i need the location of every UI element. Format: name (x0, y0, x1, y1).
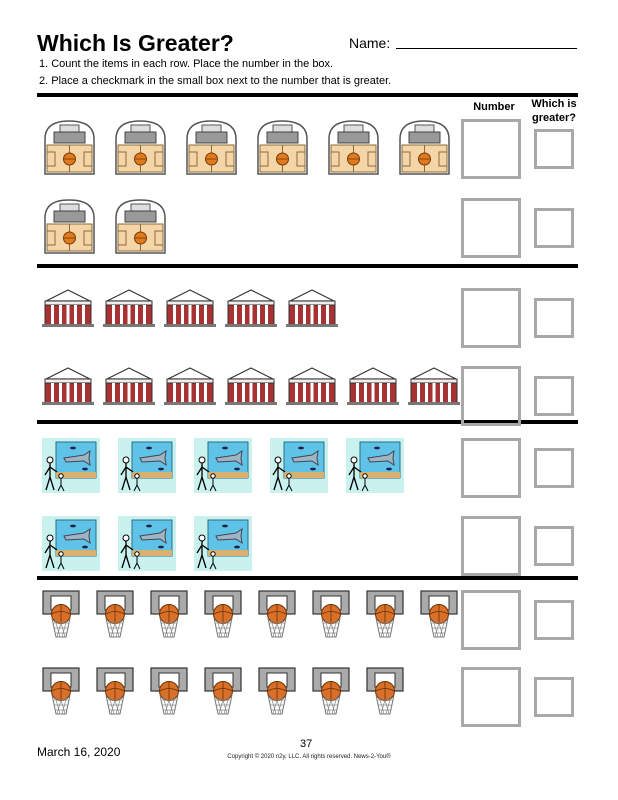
greater-checkbox[interactable] (534, 298, 574, 338)
government-building-icon (408, 366, 460, 411)
divider-top (37, 93, 578, 97)
copyright: Copyright © 2020 n2y, LLC. All rights reserved. News-2-You® (227, 754, 391, 760)
basketball-hoop-icon (204, 667, 242, 724)
basketball-hoop-icon (366, 667, 404, 724)
counting-row (0, 198, 618, 268)
aquarium-icon (118, 438, 176, 498)
number-answer-box[interactable] (461, 590, 521, 650)
basketball-court-icon (326, 119, 381, 180)
page-title: Which Is Greater? (37, 30, 234, 56)
basketball-hoop-icon (150, 590, 188, 647)
aquarium-icon (346, 438, 404, 498)
basketball-hoop-icon (312, 590, 350, 647)
basketball-court-icon (42, 119, 97, 180)
basketball-hoop-icon (312, 667, 350, 724)
basketball-court-icon (113, 119, 168, 180)
basketball-hoop-icon (204, 590, 242, 647)
aquarium-icon (270, 438, 328, 498)
aquarium-icon (194, 438, 252, 498)
basketball-hoop-icon (366, 590, 404, 647)
government-building-icon (42, 366, 94, 411)
greater-checkbox[interactable] (534, 129, 574, 169)
greater-checkbox[interactable] (534, 600, 574, 640)
number-answer-box[interactable] (461, 119, 521, 179)
government-building-icon (347, 366, 399, 411)
basketball-court-icon (255, 119, 310, 180)
aquarium-icon (42, 516, 100, 576)
counting-row (0, 516, 618, 586)
number-answer-box[interactable] (461, 438, 521, 498)
basketball-court-icon (42, 198, 97, 259)
basketball-court-icon (397, 119, 452, 180)
name-field[interactable] (396, 48, 577, 49)
basketball-hoop-icon (96, 590, 134, 647)
basketball-hoop-icon (96, 667, 134, 724)
number-answer-box[interactable] (461, 198, 521, 258)
aquarium-icon (118, 516, 176, 576)
government-building-icon (103, 288, 155, 333)
basketball-hoop-icon (42, 590, 80, 647)
number-column-header: Number (473, 101, 515, 113)
greater-checkbox[interactable] (534, 448, 574, 488)
government-building-icon (103, 366, 155, 411)
basketball-hoop-icon (42, 667, 80, 724)
number-answer-box[interactable] (461, 288, 521, 348)
basketball-court-icon (184, 119, 239, 180)
greater-checkbox[interactable] (534, 376, 574, 416)
instruction-1: 1. Count the items in each row. Place the number in the box. (39, 58, 334, 70)
counting-row (0, 288, 618, 358)
page-number: 37 (300, 738, 313, 750)
government-building-icon (225, 366, 277, 411)
greater-header-line-2: greater? (531, 112, 577, 124)
government-building-icon (164, 366, 216, 411)
aquarium-icon (42, 438, 100, 498)
basketball-hoop-icon (150, 667, 188, 724)
government-building-icon (286, 366, 338, 411)
counting-row (0, 590, 618, 660)
number-answer-box[interactable] (461, 667, 521, 727)
counting-row (0, 438, 618, 508)
greater-checkbox[interactable] (534, 526, 574, 566)
basketball-court-icon (113, 198, 168, 259)
name-label: Name: (349, 35, 391, 51)
greater-checkbox[interactable] (534, 677, 574, 717)
government-building-icon (286, 288, 338, 333)
basketball-hoop-icon (258, 590, 296, 647)
instruction-2: 2. Place a checkmark in the small box next to the number that is greater. (39, 75, 392, 87)
greater-checkbox[interactable] (534, 208, 574, 248)
number-answer-box[interactable] (461, 366, 521, 426)
government-building-icon (164, 288, 216, 333)
footer-date: March 16, 2020 (37, 745, 121, 759)
aquarium-icon (194, 516, 252, 576)
basketball-hoop-icon (420, 590, 458, 647)
greater-header-line-1: Which is (531, 98, 577, 110)
number-answer-box[interactable] (461, 516, 521, 576)
government-building-icon (42, 288, 94, 333)
counting-row (0, 366, 618, 436)
counting-row (0, 667, 618, 737)
basketball-hoop-icon (258, 667, 296, 724)
government-building-icon (225, 288, 277, 333)
counting-row (0, 119, 618, 189)
